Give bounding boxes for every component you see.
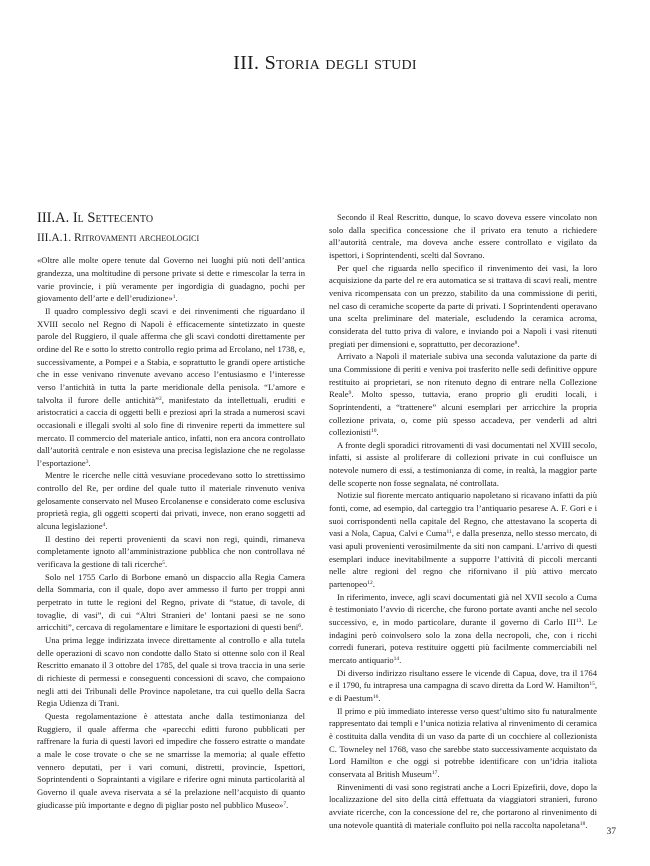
- page-title-number: III.: [233, 52, 260, 74]
- paragraph: In riferimento, invece, agli scavi documentati già nel XVII secolo a Cuma è testimoniato l’avvio di ricerche, che furono portate avanti anche nel secolo successivo, e, in modo particolare, durante il governo di Carlo III$^{13}$. Le indagini però coinvolsero solo la zona della necropoli, che, con i ricchi corredi funerari, poteva restituire oggetti più facilmente commerciabili nel mercato antiquario$^{14}$.: [329, 591, 597, 665]
- subsection-number: III.A.1.: [37, 231, 72, 244]
- footnote-ref: 14: [393, 655, 400, 662]
- paragraph: Rinvenimenti di vasi sono registrati anche a Locri Epizefirii, dove, dopo la localizzazione del sito della città effettuata da viaggiatori stranieri, furono avviate ricerche, con la concessione del re, che portarono al rinvenimento di una notevole quantità di materiale confluito poi nella raccolta napoletana$^{18}$.: [329, 781, 597, 830]
- paragraph: Mentre le ricerche nelle città vesuviane procedevano sotto lo strettissimo controllo del Re, per ordine del quale tutto il materiale rinvenuto veniva gelosamente conservato nel Museo Ercolanense e considerato come esclusiva proprietà regia, gli oggetti scoperti dai privati, invece, non erano soggetti ad alcuna legislazione$^4$.: [37, 470, 305, 532]
- footnote-ref: 2: [158, 395, 162, 402]
- paragraph: Arrivato a Napoli il materiale subiva una seconda valutazione da parte di una Commissione di periti e veniva poi trasferito nelle sedi definitive oppure restituito ai proprietari, se non ritenuto degno di entrare nella Collezione Reale$^9$. Molto spesso, tuttavia, erano proprio gli eruditi locali, i Soprintendenti, a “trattenere” alcuni esemplari per arricchire la propria collezione privata, o, come più spesso accadeva, per venderli ad altri collezionisti$^{10}$.: [329, 351, 597, 438]
- footnote-ref: 6: [298, 623, 302, 630]
- paragraph: Il primo e più immediato interesse verso quest’ultimo sito fu naturalmente rappresentato dai templi e l’unica notizia relativa al rinvenimento di ceramica è costituita dalla vendita di un vaso da parte di un cocchiere al collezionista C. Towneley nel 1768, vaso che sarebbe stato successivamente acquistato da Lord Hamilton e che oggi si potrebbe identificare con un’idria italiota conservata al British Museum$^{17}$.: [329, 705, 597, 779]
- footnote-ref: 16: [372, 693, 379, 700]
- footnote-ref: 9: [348, 390, 352, 397]
- paragraph: Per quel che riguarda nello specifico il rinvenimento dei vasi, la loro acquisizione da parte del re era automatica se si trattava di scavi reali, mentre veniva ricompensata con un prezzo, stabilito da una commissione di periti, nel caso di ceramiche scoperte da parte di privati. I Soprintendenti operavano una scelta preliminare del materiale, escludendo la ceramica acroma, considerata del tutto priva di valore, e inviando poi a Napoli i vasi ritenuti pregiati per dimensioni e, soprattutto, per decorazione$^8$.: [329, 262, 597, 349]
- footnote-ref: 10: [371, 428, 377, 435]
- paragraph: Solo nel 1755 Carlo di Borbone emanò un dispaccio alla Regia Camera della Sommaria, con il quale, dopo aver ammesso il furto per troppi anni perpetrato in tutte le regioni del Regno, private di “statue, di tavole, di tovaglie, di vasi”, di cui “Altri Stranieri de’ lontani paesi se ne sono arricchiti”, cercava di regolamentare e limitare le esportazioni di questi beni$^6$.: [37, 571, 305, 633]
- paragraph: Notizie sul fiorente mercato antiquario napoletano si ricavano infatti da più fonti, come, ad esempio, dal carteggio tra l’antiquario pesarese A. F. Gori e i suoi corrispondenti nella capitale del Regno, che attestavano la scoperta di vasi a Nola, Capua, Calvi e Cuma$^{11}$, e dalla presenza, nello stesso mercato, di vasi apuli provenienti verosimilmente da siti non campani. L’arrivo di questi esemplari induce inevitabilmente a supporre l’attività di piccoli mercanti nelle altre regioni del regno che rifornivano il più attivo mercato partenopeo$^{12}$.: [329, 490, 597, 590]
- paragraph: «Oltre alle molte opere tenute dal Governo nei luoghi più noti dell’antica grandezza, una moltitudine di persone private si dette e rimescolar la terra in varie provincie, i più veramente per ingordigia di guadagno, pochi per giovamento dell’arte e dell’erudizione»$^1$.: [37, 255, 305, 304]
- paragraph: Il destino dei reperti provenienti da scavi non regi, quindi, rimaneva completamente ignoto all’amministrazione pubblica che non controllava né verificava la gestione di tali ricerche$^5$.: [37, 533, 305, 570]
- paragraph: Secondo il Real Rescritto, dunque, lo scavo doveva essere vincolato non solo dalla specifica concessione che il privato era tenuto a richiedere all’autorità centrale, ma doveva anche essere controllato e vigilato da ispettori, i Soprintendenti, scelti dal Sovrano.: [329, 212, 597, 260]
- footnote-ref: 13: [575, 618, 582, 624]
- page-number: 37: [606, 827, 616, 837]
- page-title: [0, 52, 650, 75]
- footnote-ref: 1: [172, 294, 176, 301]
- paragraph: Di diverso indirizzo risultano essere le vicende di Capua, dove, tra il 1764 e il 1790, fu intrapresa una campagna di scavo diretta da Lord W. Hamilton$^{15}$, e di Paestum$^{16}$.: [329, 667, 597, 703]
- footnote-ref: 15: [589, 681, 595, 688]
- left-column: [37, 210, 305, 811]
- footnote-ref: 11: [446, 529, 452, 536]
- subsection-heading: [37, 232, 305, 245]
- section-title: Il Settecento: [72, 210, 154, 226]
- footnote-ref: 12: [367, 580, 373, 587]
- right-column: [329, 211, 597, 831]
- paragraph: Il quadro complessivo degli scavi e dei rinvenimenti che riguardano il XVIII secolo nel Regno di Napoli è efficacemente sintetizzato in queste parole del Ruggiero, il quale afferma che gli scavi condotti direttamente per ordine del Re e sotto lo stretto controllo regio prima ad Ercolano, nel 1738, e, successivamente, a Pompei e a Stabia, e soprattutto le grandi opere artistiche che in esse venivano rinvenute avevano acceso l’entusiasmo e l’interesse verso l’antichità in tutta la parte meridionale della penisola. “L’amore e talvolta il furore delle antichità”$^2$, manifestato da intellettuali, eruditi e aristocratici a caccia di oggetti belli e preziosi aprì la strada a numerosi scavi occasionali e illegali svolti al solo fine di rinvenire reperti da immettere sul mercato. Il commercio del materiale antico, infatti, non era ancora controllato dall’autorità centrale e non esisteva una precisa legislazione che ne regolasse l’esportazione$^3$.: [37, 305, 305, 468]
- footnote-ref: 4: [102, 522, 106, 529]
- section-number: III.A.: [37, 210, 70, 226]
- page-title-text: Storia degli studi: [264, 52, 417, 74]
- paragraph: A fronte degli sporadici ritrovamenti di vasi documentati nel XVIII secolo, infatti, si assiste al proliferare di collezioni private in cui confluisce un notevole numero di essi, a testimonianza di come, in realtà, la maggior parte delle scoperte non fosse segnalata, né controllata.: [329, 439, 597, 488]
- section-heading: [37, 212, 305, 225]
- footnote-ref: 8: [514, 339, 518, 346]
- subsection-title: Ritrovamenti archeologici: [74, 231, 200, 244]
- footnote-ref: 7: [283, 800, 287, 807]
- footnote-ref: 18: [579, 820, 586, 827]
- footnote-ref: 5: [162, 560, 166, 567]
- paragraph: Una prima legge indirizzata invece direttamente al controllo e alla tutela delle operazioni di scavo non condotte dallo Stato si ottenne solo con il Real Rescritto emanato il 3 ottobre del 1785, del quale si trova traccia in una serie di richieste di permessi e conseguenti concessioni di scavo, che compaiono negli atti dei Tribunali delle Province napoletane, tra cui quello della Sacra Regia Udienza di Trani.: [37, 635, 305, 709]
- paragraph: Questa regolamentazione è attestata anche dalla testimonianza del Ruggiero, il quale afferma che «parecchi editti furono pubblicati per raffrenare la furia di questi lavori ed impedire che fossero estratte o mandate a male le cose trovate o che se ne smarrisse la memoria; al quale effetto vennero deputati, per i vari comuni, distretti, provincie, Ispettori, Soprintendenti o Sopraintanti a vigilare e riferire ogni minuta particolarità al Governo il quale aveva riservata a sé la prelazione nell’acquisto di quanto giudicasse più importante e degno di pigliar posto nel pubblico Museo»$^7$.: [37, 710, 305, 810]
- footnote-ref: 3: [85, 458, 89, 465]
- footnote-ref: 17: [431, 769, 438, 776]
